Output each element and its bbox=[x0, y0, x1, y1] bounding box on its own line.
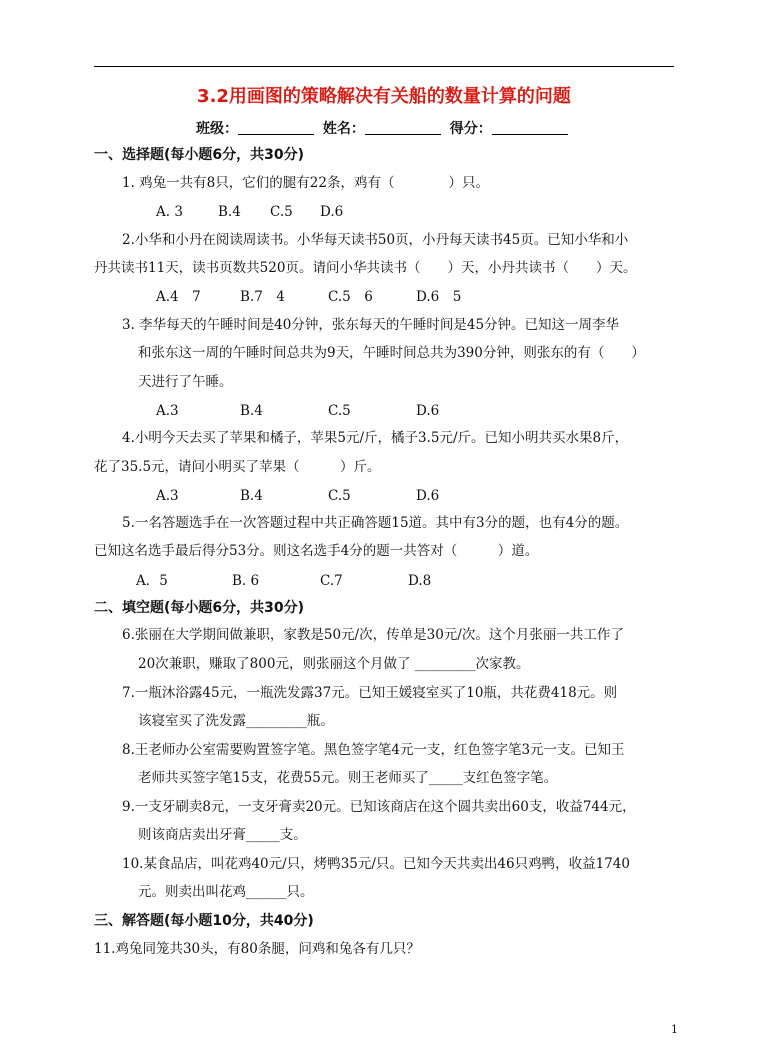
q5-option-d: D.8 bbox=[408, 573, 432, 589]
score-blank[interactable] bbox=[492, 121, 568, 135]
class-blank[interactable] bbox=[238, 121, 314, 135]
question-1: 1. 鸡兔一共有8只，它们的腿有22条，鸡有（ ）只。 bbox=[122, 175, 489, 191]
question-3-line-3: 天进行了午睡。 bbox=[138, 374, 233, 390]
question-6-line-2: 20次兼职，赚取了800元，则张丽这个月做了 _________次家教。 bbox=[138, 656, 530, 672]
class-label: 班级： bbox=[196, 121, 238, 137]
question-3-line-2: 和张东这一周的午睡时间总共为9天，午睡时间总共为390分钟，则张东的有（ ） bbox=[138, 345, 645, 361]
q3-option-d: D.6 bbox=[416, 403, 440, 419]
score-label: 得分： bbox=[449, 121, 492, 137]
q3-option-c: C.5 bbox=[328, 403, 351, 419]
name-blank[interactable] bbox=[365, 121, 441, 135]
question-4-line-1: 4.小明今天去买了苹果和橘子，苹果5元/斤，橘子3.5元/斤。已知小明共买水果8斤， bbox=[122, 430, 629, 446]
question-10-line-2: 元。则卖出叫花鸡______只。 bbox=[138, 884, 314, 900]
q2-option-a: A.4 7 bbox=[156, 289, 201, 305]
q2-option-c: C.5 6 bbox=[328, 289, 373, 305]
name-label: 姓名： bbox=[322, 121, 365, 137]
q1-option-c: C.5 bbox=[270, 204, 293, 220]
question-7-line-1: 7.一瓶沐浴露45元，一瓶洗发露37元。已知王媛寝室买了10瓶，共花费418元。则 bbox=[122, 685, 618, 701]
question-2-line-2: 丹共读书11天，读书页数共520页。请问小华共读书（ ）天，小丹共读书（ ）天。 bbox=[94, 260, 637, 276]
q1-option-d: D.6 bbox=[320, 204, 344, 220]
q4-option-d: D.6 bbox=[416, 488, 440, 504]
q2-option-d: D.6 5 bbox=[416, 289, 462, 305]
question-8-line-2: 老师共买签字笔15支，花费55元。则王老师买了_____支红色签字笔。 bbox=[138, 770, 558, 786]
section-heading-choice: 一、选择题(每小题6分，共30分) bbox=[94, 147, 305, 163]
header-rule bbox=[94, 66, 674, 67]
q5-option-a: A．5 bbox=[136, 573, 168, 589]
q4-option-c: C.5 bbox=[328, 488, 351, 504]
question-2-line-1: 2.小华和小丹在阅读周读书。小华每天读书50页，小丹每天读书45页。已知小华和小 bbox=[122, 232, 629, 248]
section-heading-fill: 二、填空题(每小题6分，共30分) bbox=[94, 600, 305, 616]
q1-option-a: A. 3 bbox=[156, 204, 183, 220]
question-9-line-2: 则该商店卖出牙膏_____支。 bbox=[138, 827, 307, 843]
q5-option-b: B. 6 bbox=[232, 573, 260, 589]
q4-option-b: B.4 bbox=[240, 488, 263, 504]
student-info bbox=[196, 118, 572, 138]
page-title: 3.2用画图的策略解决有关船的数量计算的问题 bbox=[197, 86, 571, 107]
question-4-line-2: 花了35.5元，请问小明买了苹果（ ）斤。 bbox=[94, 459, 381, 475]
question-6-line-1: 6.张丽在大学期间做兼职，家教是50元/次，传单是30元/次。这个月张丽一共工作了 bbox=[122, 627, 624, 643]
q1-option-b: B.4 bbox=[218, 204, 241, 220]
question-5-line-1: 5.一名答题选手在一次答题过程中共正确答题15道。其中有3分的题，也有4分的题。 bbox=[122, 515, 629, 531]
question-7-line-2: 该寝室买了洗发露_________瓶。 bbox=[138, 713, 334, 729]
q3-option-b: B.4 bbox=[240, 403, 263, 419]
question-10-line-1: 10.某食品店，叫花鸡40元/只，烤鸭35元/只。已知今天共卖出46只鸡鸭，收益1740 bbox=[122, 856, 630, 872]
question-9-line-1: 9.一支牙刷卖8元，一支牙膏卖20元。已知该商店在这个圆共卖出60支，收益744元， bbox=[122, 799, 636, 815]
page-number: 1 bbox=[671, 1023, 678, 1036]
q2-option-b: B.7 4 bbox=[240, 289, 285, 305]
question-3-line-1: 3. 李华每天的午睡时间是40分钟，张东每天的午睡时间是45分钟。已知这一周李华 bbox=[122, 317, 620, 333]
question-8-line-1: 8.王老师办公室需要购置签字笔。黑色签字笔4元一支，红色签字笔3元一支。已知王 bbox=[122, 742, 625, 758]
section-heading-solve: 三、解答题(每小题10分，共40分) bbox=[94, 913, 314, 929]
question-11: 11.鸡兔同笼共30头，有80条腿，问鸡和兔各有几只？ bbox=[94, 941, 420, 957]
q3-option-a: A.3 bbox=[156, 403, 179, 419]
q4-option-a: A.3 bbox=[156, 488, 179, 504]
q5-option-c: C.7 bbox=[320, 573, 343, 589]
question-5-line-2: 已知这名选手最后得分53分。则这名选手4分的题一共答对（ ）道。 bbox=[94, 543, 539, 559]
